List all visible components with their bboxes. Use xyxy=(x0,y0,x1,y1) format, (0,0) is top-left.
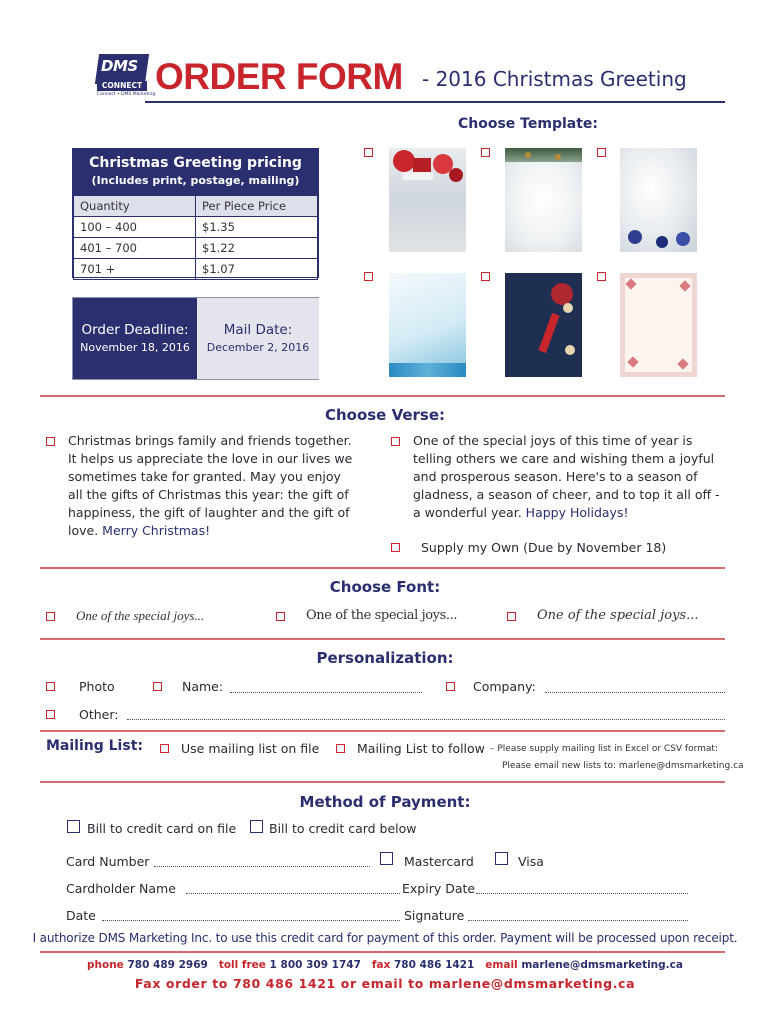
expiry-label: Expiry Date xyxy=(402,881,476,896)
col-quantity-header: Quantity xyxy=(74,196,196,217)
table-row xyxy=(74,259,318,280)
verse-1-text xyxy=(68,432,358,540)
mailing-email[interactable]: marlene@dmsmarketing.ca xyxy=(618,761,744,771)
order-deadline-date: November 18, 2016 xyxy=(80,341,190,354)
pricing-table xyxy=(73,195,318,280)
quantity-cell: 100 – 400 xyxy=(74,217,196,238)
mailing-email-label: Please email new lists to: xyxy=(502,761,617,771)
phone-number[interactable]: 780 489 2969 xyxy=(127,959,208,971)
font-1-sample: One of the special joys... xyxy=(76,608,205,623)
mailing-to-follow-checkbox[interactable] xyxy=(336,744,345,753)
mailing-on-file-checkbox[interactable] xyxy=(160,744,169,753)
other-label: Other: xyxy=(79,707,119,722)
quantity-cell: 401 – 700 xyxy=(74,238,196,259)
template-2-thumbnail[interactable] xyxy=(505,148,582,252)
fax-label: fax xyxy=(371,959,391,971)
template-1-checkbox[interactable] xyxy=(364,148,373,157)
form-subtitle: - 2016 Christmas Greeting xyxy=(422,67,687,91)
supply-own-checkbox[interactable] xyxy=(391,543,400,552)
logo-tagline: Connect • DMS Marketing xyxy=(97,92,156,97)
verse-2-closing: Happy Holidays! xyxy=(525,505,629,520)
other-checkbox[interactable] xyxy=(46,710,55,719)
tollfree-label: toll free xyxy=(218,959,266,971)
header-rule xyxy=(145,101,725,103)
signature-field[interactable] xyxy=(468,911,688,921)
bill-below-label: Bill to credit card below xyxy=(269,821,417,836)
phone-label: phone xyxy=(87,959,124,971)
template-5-checkbox[interactable] xyxy=(481,272,490,281)
font-3-checkbox[interactable] xyxy=(507,612,516,621)
tollfree-number[interactable]: 1 800 309 1747 xyxy=(269,959,361,971)
template-1-thumbnail[interactable] xyxy=(389,148,466,252)
divider xyxy=(40,567,725,569)
quantity-cell: 701 + xyxy=(74,259,196,280)
expiry-field[interactable] xyxy=(476,884,688,894)
contact-line xyxy=(0,959,770,971)
template-heading: Choose Template: xyxy=(458,116,599,132)
card-number-field[interactable] xyxy=(154,857,370,867)
mail-date-panel xyxy=(197,298,319,379)
form-title: ORDER FORM xyxy=(155,56,403,97)
template-3-checkbox[interactable] xyxy=(597,148,606,157)
divider xyxy=(40,730,725,732)
font-2-sample: One of the special joys... xyxy=(306,608,458,623)
name-checkbox[interactable] xyxy=(153,682,162,691)
mail-date-value: December 2, 2016 xyxy=(206,341,310,354)
table-row xyxy=(74,238,318,259)
verse-1-closing: Merry Christmas! xyxy=(102,523,211,538)
verse-1-checkbox[interactable] xyxy=(46,437,55,446)
email-label: email xyxy=(485,959,518,971)
pricing-header xyxy=(73,149,318,195)
photo-checkbox[interactable] xyxy=(46,682,55,691)
price-cell: $1.35 xyxy=(196,217,318,238)
cardholder-field[interactable] xyxy=(186,884,400,894)
signature-label: Signature xyxy=(404,908,465,923)
pricing-subtitle: (Includes print, postage, mailing) xyxy=(91,174,300,187)
mailing-email-line xyxy=(502,761,744,771)
template-3-thumbnail[interactable] xyxy=(620,148,697,252)
payment-heading: Method of Payment: xyxy=(299,793,471,811)
date-field[interactable] xyxy=(102,911,400,921)
divider xyxy=(40,781,725,783)
verse-2-checkbox[interactable] xyxy=(391,437,400,446)
company-label: Company: xyxy=(473,679,536,694)
name-label: Name: xyxy=(182,679,224,694)
mailing-list-label: Mailing List: xyxy=(46,738,143,754)
price-cell: $1.07 xyxy=(196,259,318,280)
company-checkbox[interactable] xyxy=(446,682,455,691)
divider xyxy=(40,638,725,640)
authorization-text: I authorize DMS Marketing Inc. to use this credit card for payment of this order. Payment will be processed upon receipt. xyxy=(32,931,738,945)
pricing-box xyxy=(72,148,319,278)
fax-number: 780 486 1421 xyxy=(393,959,475,971)
mailing-on-file-label: Use mailing list on file xyxy=(181,741,320,756)
mastercard-checkbox[interactable] xyxy=(380,852,393,865)
date-label: Date xyxy=(66,908,96,923)
template-5-thumbnail[interactable] xyxy=(505,273,582,377)
template-4-checkbox[interactable] xyxy=(364,272,373,281)
verse-2-text xyxy=(413,432,723,522)
card-number-label: Card Number xyxy=(66,854,150,869)
logo-text-dms: DMS xyxy=(101,57,138,75)
divider xyxy=(40,395,725,397)
template-4-thumbnail[interactable] xyxy=(389,273,466,377)
divider xyxy=(40,951,725,953)
company-field[interactable] xyxy=(545,683,725,693)
font-3-sample: One of the special joys... xyxy=(537,608,699,623)
font-heading: Choose Font: xyxy=(329,578,441,596)
col-price-header: Per Piece Price xyxy=(196,196,318,217)
name-field[interactable] xyxy=(230,683,422,693)
template-6-thumbnail[interactable] xyxy=(620,273,697,377)
photo-label: Photo xyxy=(79,679,115,694)
verse-heading: Choose Verse: xyxy=(324,406,446,424)
logo-text-connect: CONNECT xyxy=(97,81,147,91)
cardholder-label: Cardholder Name xyxy=(66,881,176,896)
order-deadline-label: Order Deadline: xyxy=(81,322,189,338)
other-field[interactable] xyxy=(127,710,725,720)
verse-1-body: Christmas brings family and friends together. It helps us appreciate the love in our lives we sometimes take for granted. May you enjoy all the gifts of Christmas this year: the gift of happiness, the gift of laughter and the gift of love. xyxy=(68,433,353,538)
order-deadline-panel xyxy=(73,298,197,379)
table-row xyxy=(74,217,318,238)
supply-own-label: Supply my Own (Due by November 18) xyxy=(421,540,667,555)
price-cell: $1.22 xyxy=(196,238,318,259)
verse-2-body: One of the special joys of this time of year is telling others we care and wishing them a joyful and prosperous season. Here's to a season of gladness, a season of cheer, and to top it all off - a wonderful year. xyxy=(413,433,720,520)
fax-order-line: Fax order to 780 486 1421 or email to marlene@dmsmarketing.ca xyxy=(134,976,636,991)
visa-label: Visa xyxy=(518,854,544,869)
font-1-checkbox[interactable] xyxy=(46,612,55,621)
bill-on-file-checkbox[interactable] xyxy=(67,820,80,833)
table-header-row xyxy=(74,196,318,217)
mailing-note: – Please supply mailing list in Excel or CSV format: xyxy=(490,744,718,754)
email-address[interactable]: marlene@dmsmarketing.ca xyxy=(521,959,683,971)
bill-below-checkbox[interactable] xyxy=(250,820,263,833)
visa-checkbox[interactable] xyxy=(495,852,508,865)
font-2-checkbox[interactable] xyxy=(276,612,285,621)
personalization-heading: Personalization: xyxy=(316,649,454,667)
bill-on-file-label: Bill to credit card on file xyxy=(87,821,237,836)
deadline-box xyxy=(72,297,319,380)
template-6-checkbox[interactable] xyxy=(597,272,606,281)
mailing-to-follow-label: Mailing List to follow xyxy=(357,741,485,756)
template-2-checkbox[interactable] xyxy=(481,148,490,157)
dms-logo xyxy=(97,54,156,98)
mastercard-label: Mastercard xyxy=(404,854,474,869)
pricing-title: Christmas Greeting pricing xyxy=(89,155,302,171)
mail-date-label: Mail Date: xyxy=(223,322,293,338)
